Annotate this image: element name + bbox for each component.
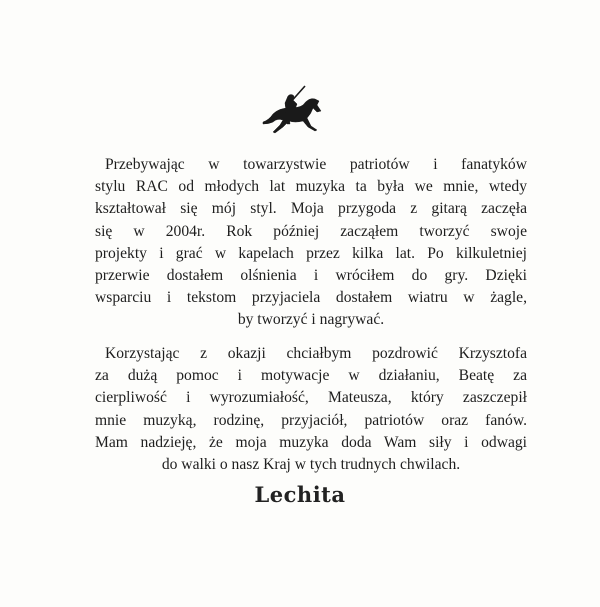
text-line: Przebywając w towarzystwie patriotów i fanatyków bbox=[105, 156, 527, 173]
text-line: się w 2004r. Rok później zacząłem tworzyć swoje bbox=[95, 222, 527, 240]
text-line: cierpliwość i wyrozumiałość, Mateusza, który zaszczepił bbox=[95, 389, 527, 407]
knight-on-horse-icon bbox=[255, 82, 337, 140]
text-line: za dużą pomoc i motywacje w działaniu, Beatę za bbox=[95, 367, 527, 385]
text-line: mnie muzyką, rodzinę, przyjaciół, patriotów oraz fanów. bbox=[95, 411, 527, 429]
text-line: przerwie dostałem olśnienia i wróciłem do gry. Dzięki bbox=[95, 266, 527, 284]
text-line: projekty i grać w kapelach przez kilka lat. Po kilkuletniej bbox=[95, 244, 527, 262]
paragraph-thanks bbox=[95, 343, 527, 476]
signature: Lechita bbox=[254, 482, 346, 507]
text-line: Korzystając z okazji chciałbym pozdrowić Krzysztofa bbox=[105, 345, 527, 362]
text-line: kształtował się mój styl. Moja przygoda z gitarą zaczęła bbox=[95, 200, 527, 218]
text-line: stylu RAC od młodych lat muzyka ta była we mnie, wtedy bbox=[95, 178, 527, 196]
text-line: do walki o nasz Kraj w tych trudnych chwilach. bbox=[161, 455, 461, 473]
text-line: wsparciu i tekstom przyjaciela dostałem wiatru w żagle, bbox=[95, 289, 527, 307]
paragraph-intro bbox=[95, 154, 527, 332]
text-line: Mam nadzieję, że moja muzyka doda Wam siły i odwagi bbox=[95, 433, 527, 451]
text-line: by tworzyć i nagrywać. bbox=[237, 311, 385, 329]
